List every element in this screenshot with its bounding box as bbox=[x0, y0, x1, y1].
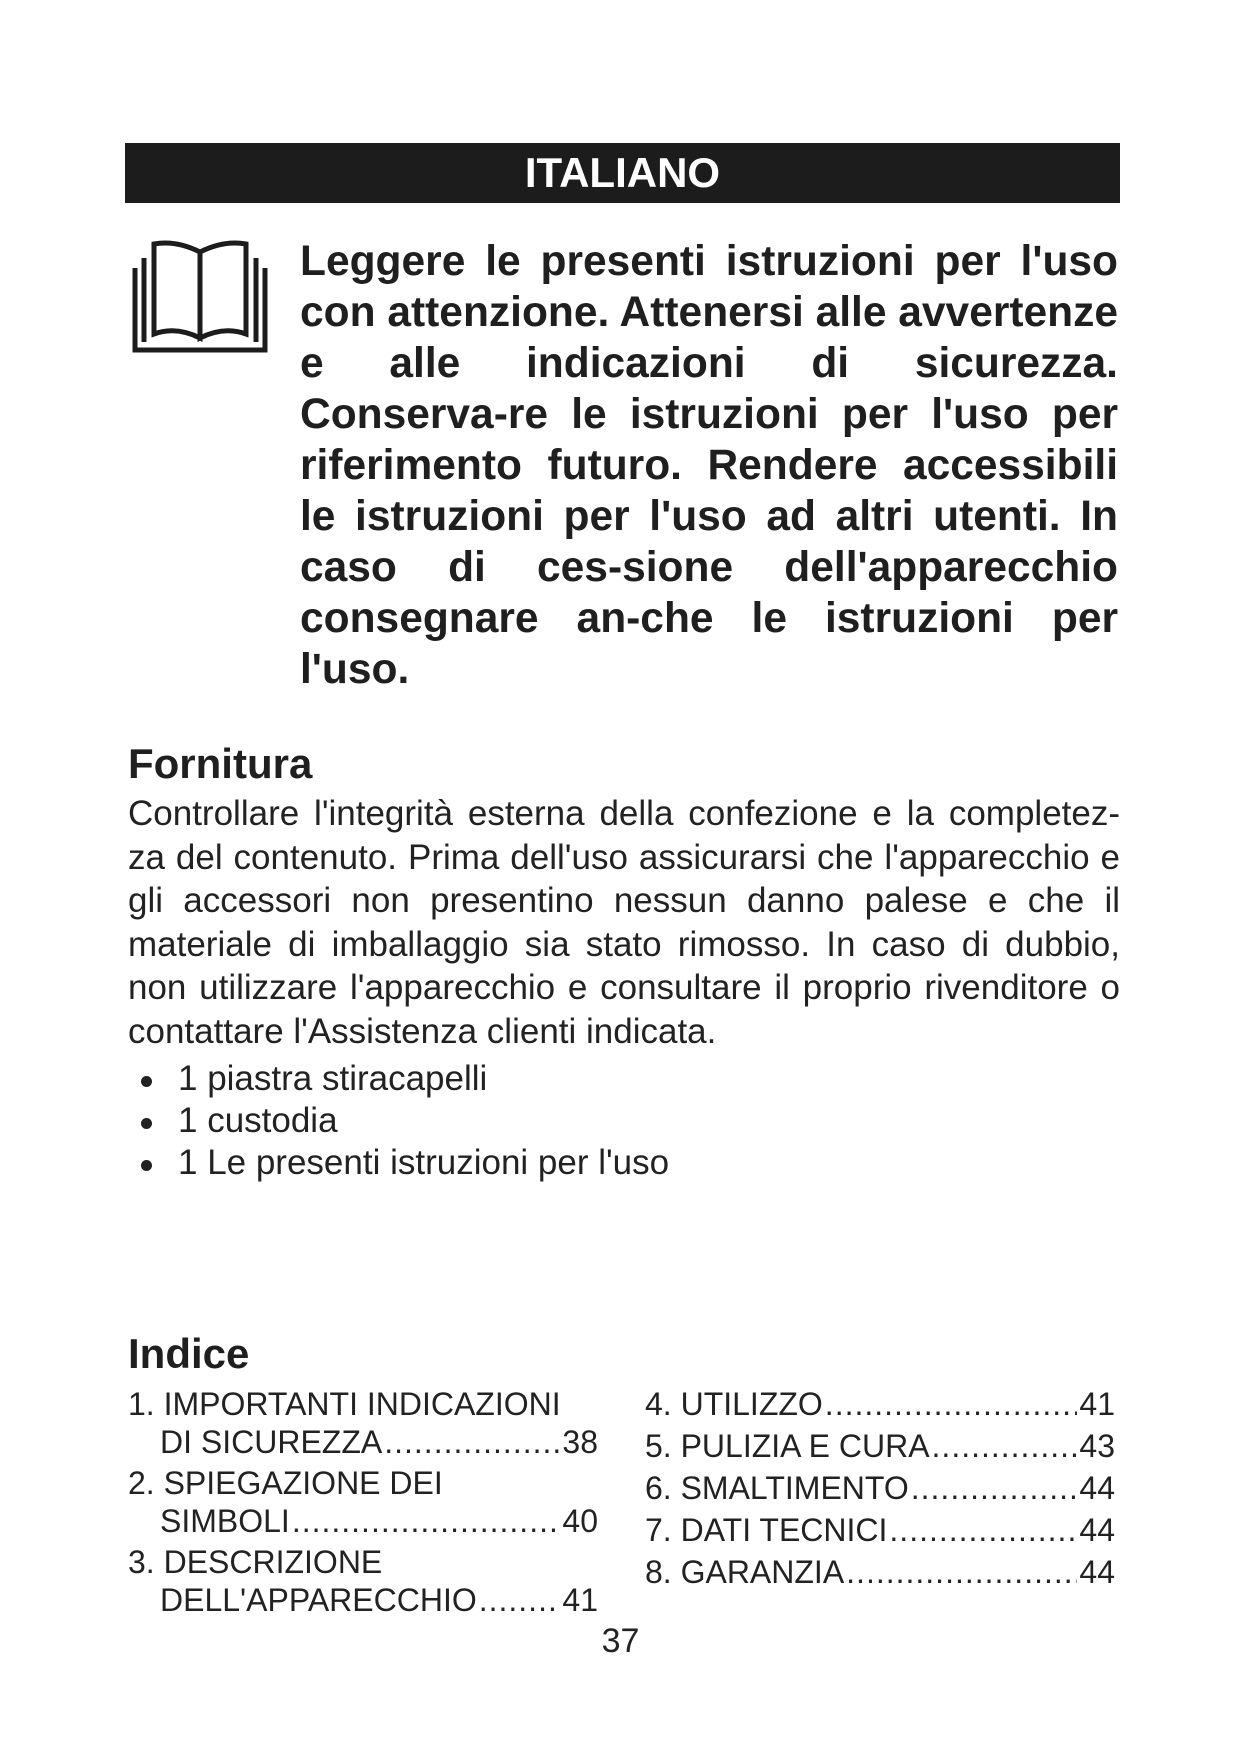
list-item: 1 custodia bbox=[138, 1100, 669, 1142]
toc-entry-title: 7. DATI TECNICI bbox=[645, 1512, 888, 1548]
language-header: ITALIANO bbox=[125, 143, 1120, 203]
toc-leader bbox=[825, 1385, 1078, 1423]
toc-left-column bbox=[128, 1385, 598, 1622]
toc-entry[interactable] bbox=[645, 1427, 1115, 1465]
toc-leader bbox=[384, 1423, 560, 1461]
bullet-icon bbox=[141, 1160, 152, 1171]
bullet-icon bbox=[141, 1118, 152, 1129]
list-item: 1 Le presenti istruzioni per l'uso bbox=[138, 1142, 669, 1184]
toc-entry-title: 2. SPIEGAZIONE DEI bbox=[128, 1465, 443, 1501]
page-number: 37 bbox=[601, 1622, 640, 1660]
supply-list bbox=[138, 1058, 669, 1184]
fornitura-paragraph: Controllare l'integrità esterna della confezione e la completez-za del contenuto. Prima dell'uso assicurarsi che l'apparecchio e gli accessori non presentino nessun danno palese e che il materiale di imballaggio sia stato rimosso. In caso di dubbio, non utilizzare l'apparecchio e consultare il proprio rivenditore o contattare l'Assistenza clienti indicata. bbox=[128, 794, 1120, 1051]
toc-entry[interactable] bbox=[128, 1543, 598, 1619]
toc-page-number: 41 bbox=[1079, 1386, 1115, 1422]
toc-page-number: 38 bbox=[562, 1424, 598, 1460]
toc-entry[interactable] bbox=[645, 1385, 1115, 1423]
toc-entry[interactable] bbox=[645, 1553, 1115, 1591]
toc-entry-title: 8. GARANZIA bbox=[645, 1554, 845, 1590]
toc-leader bbox=[292, 1502, 561, 1540]
intro-paragraph: Leggere le presenti istruzioni per l'uso con attenzione. Attenersi alle avvertenze e alle indicazioni di sicurezza. Conserva-re le istruzioni per l'uso per riferimento futuro. Rendere accessibili le istruzioni per l'uso ad altri utenti. In caso di ces-sione dell'apparecchio consegnare an-che le istruzioni per l'uso. bbox=[300, 238, 1119, 693]
toc-right-column bbox=[645, 1385, 1115, 1595]
toc-page-number: 41 bbox=[562, 1582, 598, 1618]
toc-page-number: 44 bbox=[1079, 1470, 1115, 1506]
indice-heading: Indice bbox=[128, 1330, 250, 1377]
fornitura-heading: Fornitura bbox=[128, 740, 313, 787]
toc-page-number: 40 bbox=[562, 1503, 598, 1539]
list-item: 1 piastra stiracapelli bbox=[138, 1058, 669, 1100]
toc-entry-title: 4. UTILIZZO bbox=[645, 1386, 823, 1422]
toc-entry-title-cont: SIMBOLI bbox=[160, 1503, 290, 1539]
toc-entry[interactable] bbox=[128, 1464, 598, 1540]
toc-leader bbox=[889, 1511, 1077, 1549]
toc-leader bbox=[911, 1469, 1078, 1507]
toc-entry[interactable] bbox=[128, 1385, 598, 1461]
bullet-icon bbox=[141, 1076, 152, 1087]
toc-entry-title: 5. PULIZIA E CURA bbox=[645, 1428, 930, 1464]
toc-entry-title-cont: DELL'APPARECCHIO bbox=[160, 1582, 477, 1618]
toc-leader bbox=[846, 1553, 1077, 1591]
toc-entry-title: 6. SMALTIMENTO bbox=[645, 1470, 909, 1506]
toc-entry-title: 3. DESCRIZIONE bbox=[128, 1544, 383, 1580]
toc-entry[interactable] bbox=[645, 1469, 1115, 1507]
toc-entry[interactable] bbox=[645, 1511, 1115, 1549]
toc-page-number: 44 bbox=[1079, 1512, 1115, 1548]
toc-entry-title-cont: DI SICUREZZA bbox=[160, 1424, 383, 1460]
toc-leader bbox=[479, 1581, 561, 1619]
toc-entry-title: 1. IMPORTANTI INDICAZIONI bbox=[128, 1386, 561, 1422]
toc-leader bbox=[932, 1427, 1078, 1465]
open-book-icon bbox=[130, 238, 270, 356]
toc-page-number: 44 bbox=[1079, 1554, 1115, 1590]
toc-page-number: 43 bbox=[1079, 1428, 1115, 1464]
